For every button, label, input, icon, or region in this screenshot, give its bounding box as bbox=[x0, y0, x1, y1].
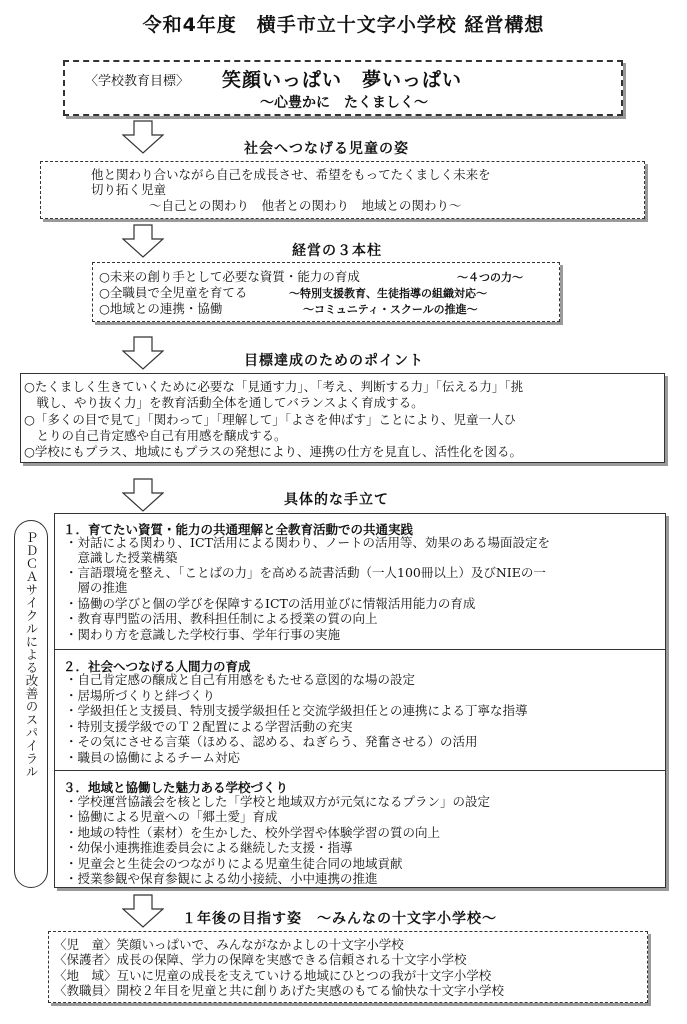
child-image-line: 切り拓く児童 bbox=[91, 182, 167, 197]
measure-line: ・教育専門監の活用、教科担任制による授業の質の向上 bbox=[65, 611, 378, 626]
child-image-line: ～自己との関わり 他者との関わり 地域との関わり～ bbox=[149, 198, 462, 213]
points-box bbox=[20, 373, 665, 463]
measure-line: ・自己肯定感の醸成と自己有用感をもたせる意図的な場の設定 bbox=[65, 672, 416, 687]
pillar-note: ～特別支援教育、生徒指導の組織対応～ bbox=[289, 287, 487, 300]
future-item-who: 〈児 童〉 bbox=[54, 937, 117, 952]
future-item bbox=[54, 937, 404, 952]
down-arrow-icon bbox=[122, 120, 164, 154]
future-heading: １年後の目指す姿 ～みんなの十文字小学校～ bbox=[182, 911, 497, 927]
pillar-item: ○全職員で全児童を育てる bbox=[99, 285, 248, 300]
future-box bbox=[48, 931, 648, 1003]
measure-line: ・言語環境を整え、「ことばの力」を高める読書活動（一人100冊以上）及びNIEの一 bbox=[65, 565, 546, 580]
future-item-text: 笑顔いっぱいで、みんながなかよしの十文字小学校 bbox=[116, 937, 404, 952]
school-goal-label: 〈学校教育目標〉 bbox=[85, 74, 190, 89]
future-item-who: 〈教職員〉 bbox=[54, 983, 117, 998]
measures-box bbox=[54, 513, 666, 888]
measures-section-title: ３．地域と協働した魅力ある学校づくり bbox=[63, 780, 289, 795]
measure-line: ・特別支援学級でのＴ２配置による学習活動の充実 bbox=[65, 719, 353, 734]
point-line: ○たくましく生きていくために必要な「見通す力」、「考え、判断する力」「伝える力」「挑 bbox=[24, 379, 524, 394]
measure-line: ・授業参観や保育参観による幼小接続、小中連携の推進 bbox=[65, 871, 378, 886]
future-item-who: 〈保護者〉 bbox=[54, 952, 117, 967]
measure-line: ・学級担任と支援員、特別支援学級担任と交流学級担任との連携による丁寧な指導 bbox=[65, 703, 528, 718]
measure-line: 意識した授業構築 bbox=[65, 550, 178, 565]
measure-line: ・居場所づくりと絆づくり bbox=[65, 688, 216, 703]
pdca-spiral-label bbox=[14, 520, 48, 888]
measure-line: ・職員の協働によるチーム対応 bbox=[65, 750, 241, 765]
measures-heading: 具体的な手立て bbox=[284, 492, 389, 508]
measure-line: ・その気にさせる言葉（ほめる、認める、ねぎらう、発奮させる）の活用 bbox=[65, 734, 478, 749]
measure-line: ・幼保小連携推進委員会による継続した支援・指導 bbox=[65, 840, 353, 855]
measure-line: ・児童会と生徒会のつながりによる児童生徒合同の地域貢献 bbox=[65, 856, 403, 871]
pillar-note: ～４つの力～ bbox=[457, 271, 523, 284]
point-line: ○「多くの目で見て」「関わって」「理解して」「よさを伸ばす」ことにより、児童一人ひ bbox=[24, 412, 517, 427]
future-item-text: 互いに児童の成長を支えていける地域にひとつの我が十文字小学校 bbox=[116, 968, 492, 983]
point-line: ○学校にもプラス、地域にもプラスの発想により、連携の仕方を見直し、活性化を図る。 bbox=[24, 444, 523, 459]
measure-line: ・協働の学びと個の学びを保障するICTの活用並びに情報活用能力の育成 bbox=[65, 596, 476, 611]
point-line: 戦し、やり抜く力」を教育活動全体を通してバランスよく育成する。 bbox=[24, 395, 424, 410]
points-heading: 目標達成のためのポイント bbox=[244, 353, 424, 369]
measure-line: ・対話による関わり、ICT活用による関わり、ノートの活用等、効果のある場面設定を bbox=[65, 535, 550, 550]
page-title: 令和4年度 横手市立十文字小学校 経営構想 bbox=[142, 14, 545, 36]
child-image-box bbox=[40, 161, 645, 219]
future-item bbox=[54, 952, 467, 967]
measure-line: ・地域の特性（素材）を生かした、校外学習や体験学習の質の向上 bbox=[65, 825, 441, 840]
section-divider bbox=[55, 770, 665, 771]
measures-section-title: １．育てたい資質・能力の共通理解と全教育活動での共通実践 bbox=[63, 522, 414, 537]
measure-line: ・協働による児童への「郷土愛」育成 bbox=[65, 809, 278, 824]
measure-line: ・関わり方を意識した学校行事、学年行事の実施 bbox=[65, 627, 341, 642]
down-arrow-icon bbox=[122, 336, 164, 370]
point-line: とりの自己肯定感や自己有用感を醸成する。 bbox=[24, 428, 287, 443]
school-goal-sub: ～心豊かに たくましく～ bbox=[260, 95, 428, 111]
future-item-text: 成長の保障、学力の保障を実感できる信頼される十文字小学校 bbox=[116, 952, 467, 967]
future-item bbox=[54, 983, 504, 998]
measure-line: ・学校運営協議会を核とした「学校と地域双方が元気になるプラン」の設定 bbox=[65, 794, 491, 809]
down-arrow-icon bbox=[122, 224, 164, 258]
pdca-label-text: ＰＤＣＡサイクルによる改善のスパイラル bbox=[24, 531, 39, 778]
pillars-heading: 経営の３本柱 bbox=[292, 243, 382, 259]
measures-section-title: ２．社会へつなげる人間力の育成 bbox=[63, 659, 251, 674]
future-item-text: 開校２年目を児童と共に創りあげた実感のもてる愉快な十文字小学校 bbox=[116, 983, 505, 998]
future-item-who: 〈地 域〉 bbox=[54, 968, 117, 983]
pillar-item: ○地域との連携・協働 bbox=[99, 301, 223, 316]
future-item bbox=[54, 968, 491, 983]
pillar-item: ○未来の創り手として必要な資質・能力の育成 bbox=[99, 269, 360, 284]
down-arrow-icon bbox=[122, 894, 164, 928]
school-goal-main: 笑顔いっぱい 夢いっぱい bbox=[222, 69, 463, 91]
child-image-heading: 社会へつなげる児童の姿 bbox=[244, 141, 409, 157]
section-divider bbox=[55, 649, 665, 650]
down-arrow-icon bbox=[122, 478, 164, 512]
measure-line: 層の推進 bbox=[65, 580, 128, 595]
child-image-line: 他と関わり合いながら自己を成長させ、希望をもってたくましく未来を bbox=[91, 167, 491, 182]
pillar-note: ～コミュニティ・スクールの推進～ bbox=[303, 303, 478, 316]
pillars-box bbox=[92, 262, 560, 322]
